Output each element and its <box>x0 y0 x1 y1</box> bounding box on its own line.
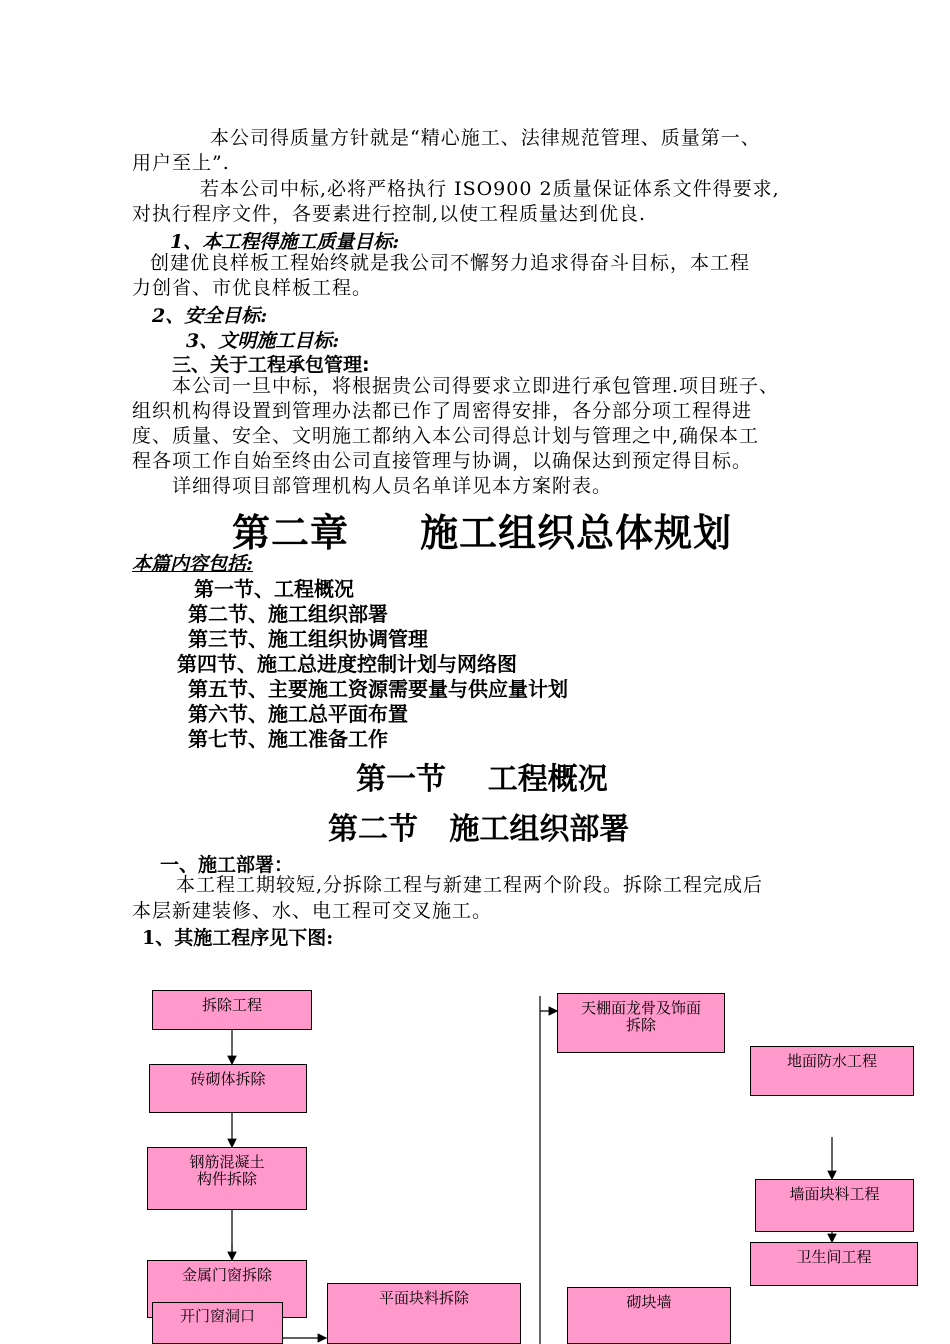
paragraph-goal-line1: 创建优良样板工程始终就是我公司不懈努力追求得奋斗目标，本工程 <box>150 252 751 274</box>
paragraph-contract-line4: 程各项工作自始至终由公司直接管理与协调，以确保达到预定得目标。 <box>132 450 753 472</box>
flow-box-block-wall-label: 砌块墙 <box>626 1293 672 1311</box>
flow-box-open-window <box>152 1302 283 1344</box>
flow-box-metal-window-demo-label: 金属门窗拆除 <box>181 1266 272 1284</box>
heading-civil-goal: 3、文明施工目标: <box>186 330 340 352</box>
flow-box-rc-demo-label-1: 钢筋混凝土 <box>189 1153 265 1171</box>
flow-box-rc-demo <box>147 1147 307 1210</box>
flow-box-ceiling-demo-label-1: 天棚面龙骨及饰面 <box>580 999 701 1017</box>
flow-box-ceiling-demo-label-2: 拆除 <box>625 1016 656 1034</box>
paragraph-iso-line2: 对执行程序文件，各要素进行控制,以使工程质量达到优良. <box>132 203 647 225</box>
paragraph-contract-line1: 本公司一旦中标，将根据贵公司得要求立即进行承包管理.项目班子、 <box>172 375 780 397</box>
paragraph-quality-policy-line1: 本公司得质量方针就是“精心施工、法律规范管理、质量第一、 <box>210 127 761 149</box>
heading-procedure: 1、其施工程序见下图: <box>142 927 334 949</box>
contents-label: 本篇内容包括: <box>132 553 254 575</box>
flow-box-bathroom <box>750 1242 918 1286</box>
paragraph-goal-line2: 力创省、市优良样板工程。 <box>132 277 373 299</box>
toc-item-4: 第四节、施工总进度控制计划与网络图 <box>177 652 517 676</box>
heading-deployment: 一、施工部署： <box>160 854 294 876</box>
paragraph-deployment-line1: 本工程工期较短,分拆除工程与新建工程两个阶段。拆除工程完成后 <box>176 874 764 896</box>
flow-box-ceiling-demo <box>557 993 725 1053</box>
flow-box-floor-tile-demo-label: 平面块料拆除 <box>378 1289 469 1307</box>
paragraph-deployment-line2: 本层新建装修、水、电工程可交叉施工。 <box>132 900 493 922</box>
flow-box-masonry-demo <box>149 1064 307 1113</box>
paragraph-contract-line3: 度、质量、安全、文明施工都纳入本公司得总计划与管理之中,确保本工 <box>132 425 760 447</box>
flow-box-open-window-label: 开门窗洞口 <box>179 1307 255 1325</box>
chapter-title: 第二章 施工组织总体规划 <box>232 511 733 555</box>
flow-box-floor-waterproof-label: 地面防水工程 <box>786 1052 877 1070</box>
heading-contract-management: 三、关于工程承包管理: <box>172 354 370 376</box>
toc-item-2: 第二节、施工组织部署 <box>188 602 388 626</box>
toc-item-3: 第三节、施工组织协调管理 <box>188 627 428 651</box>
paragraph-quality-policy-line2: 用户至上”. <box>132 152 230 174</box>
section1-title: 第一节 工程概况 <box>356 762 608 797</box>
flow-box-floor-tile-demo <box>327 1283 521 1344</box>
section2-title: 第二节 施工组织部署 <box>328 812 630 847</box>
toc-item-6: 第六节、施工总平面布置 <box>188 702 408 726</box>
flow-box-floor-waterproof <box>750 1046 914 1096</box>
flow-box-demolition-label: 拆除工程 <box>201 996 262 1014</box>
toc-item-5: 第五节、主要施工资源需要量与供应量计划 <box>188 677 568 701</box>
paragraph-staff-list: 详细得项目部管理机构人员名单详见本方案附表。 <box>172 475 613 497</box>
flow-box-demolition <box>152 990 312 1030</box>
heading-quality-goal: 1、本工程得施工质量目标: <box>170 231 400 253</box>
heading-safety-goal: 2、安全目标: <box>152 305 268 327</box>
flow-box-bathroom-label: 卫生间工程 <box>796 1248 872 1266</box>
flow-box-wall-tile-label: 墙面块料工程 <box>789 1185 880 1203</box>
flow-box-block-wall <box>567 1287 731 1344</box>
flow-box-rc-demo-label-2: 构件拆除 <box>196 1170 257 1188</box>
flow-box-masonry-demo-label: 砖砌体拆除 <box>190 1070 266 1088</box>
flow-box-wall-tile <box>755 1179 914 1232</box>
toc-item-7: 第七节、施工准备工作 <box>188 727 388 751</box>
toc-item-1: 第一节、工程概况 <box>194 577 354 601</box>
paragraph-iso-line1: 若本公司中标,必将严格执行 ISO900 2质量保证体系文件得要求, <box>200 178 780 200</box>
paragraph-contract-line2: 组织机构得设置到管理办法都已作了周密得安排，各分部分项工程得进 <box>132 400 753 422</box>
